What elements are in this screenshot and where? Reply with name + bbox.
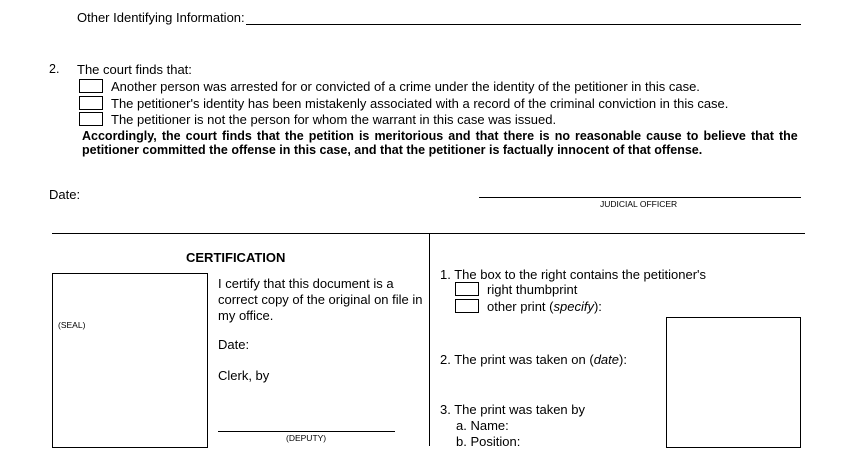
judicial-officer-signature-line[interactable] [479,197,801,198]
finding-option-1: Another person was arrested for or convicted of a crime under the identity of the petitioner in this case. [111,79,700,94]
finding-option-2: The petitioner's identity has been mistakenly associated with a record of the criminal conviction in this case. [111,96,729,111]
thumbprint-box [666,317,801,448]
print-item3-name: a. Name: [456,418,509,433]
other-print-label: other print (specify): [487,299,602,314]
right-thumbprint-label: right thumbprint [487,282,578,297]
findings-conclusion-line2: petitioner committed the offense in this case, and that the petitioner is factually innocent of that offense. [82,143,703,157]
other-info-label: Other Identifying Information: [77,10,245,25]
other-info-input-line[interactable] [246,24,801,25]
judicial-officer-label: JUDICIAL OFFICER [600,199,678,209]
column-divider [429,233,430,446]
certify-text-line3: my office. [218,308,274,323]
print-item3: 3. The print was taken by [440,402,586,417]
print-item3-position: b. Position: [456,434,521,449]
other-print-checkbox[interactable] [455,299,479,313]
right-thumbprint-checkbox[interactable] [455,282,479,296]
findings-intro: The court finds that: [77,62,192,77]
clerk-label: Clerk, by [218,368,270,383]
print-item1: 1. The box to the right contains the petitioner's [440,267,707,282]
deputy-label: (DEPUTY) [286,433,327,443]
findings-conclusion-line1: Accordingly, the court finds that the petition is meritorious and that there is no reasonable cause to believe that the [82,129,798,143]
finding-checkbox-2[interactable] [79,96,103,110]
finding-option-3: The petitioner is not the person for whom the warrant in this case was issued. [111,112,557,127]
finding-checkbox-1[interactable] [79,79,103,93]
findings-number: 2. [49,62,60,76]
finding-checkbox-3[interactable] [79,112,103,126]
seal-label: (SEAL) [58,320,86,330]
certification-heading: CERTIFICATION [186,250,286,265]
cert-date-label: Date: [218,337,250,352]
seal-box [52,273,208,448]
certify-text-line1: I certify that this document is a [218,276,394,291]
certify-text-line2: correct copy of the original on file in [218,292,423,307]
date-label: Date: [49,187,81,202]
deputy-signature-line[interactable] [218,431,395,432]
print-item2: 2. The print was taken on (date): [440,352,627,367]
